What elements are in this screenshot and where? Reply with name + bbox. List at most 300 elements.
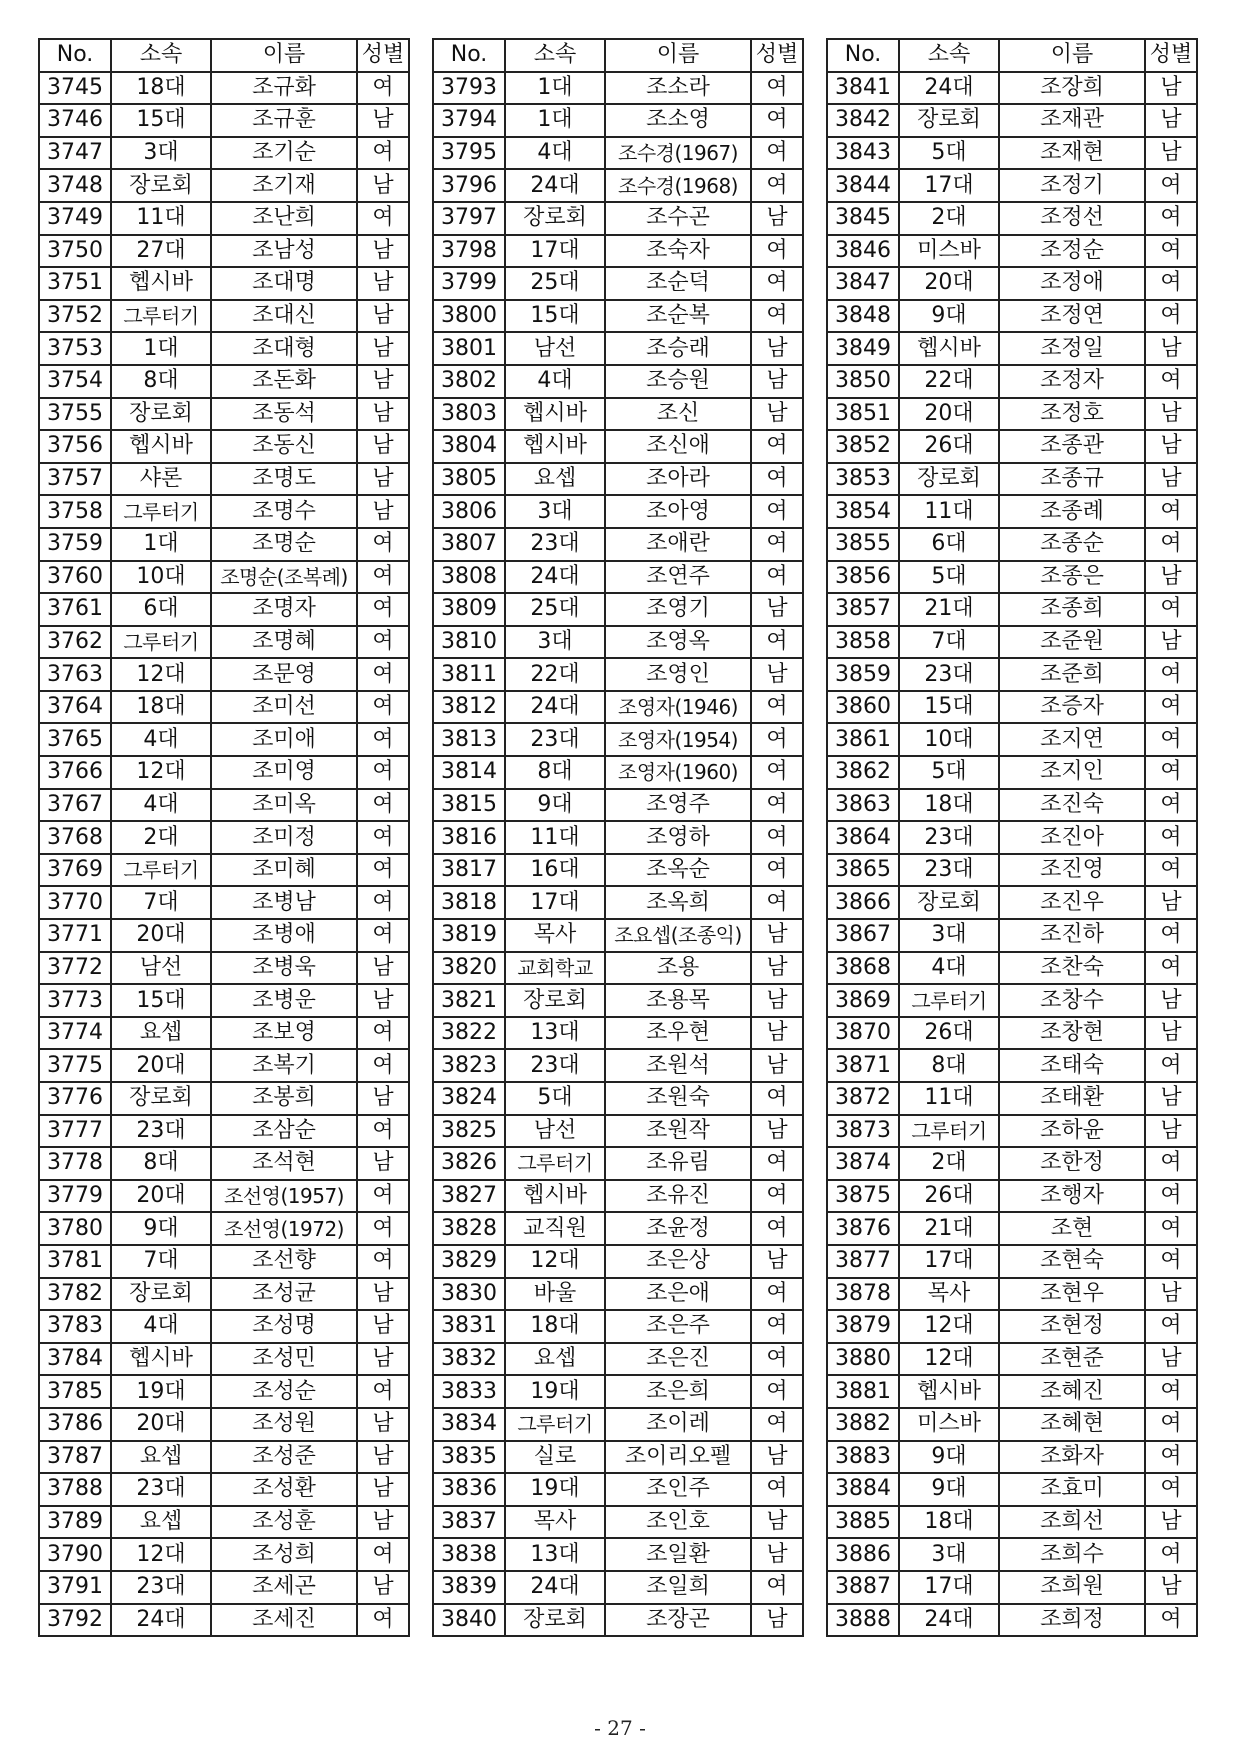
cell-no: 3768 [39, 821, 111, 854]
cell-affiliation: 26대 [899, 1017, 999, 1050]
cell-no: 3793 [433, 72, 505, 105]
cell-affiliation: 23대 [111, 1115, 211, 1148]
table-row [433, 821, 803, 854]
cell-affiliation: 12대 [899, 1343, 999, 1376]
table-row [39, 886, 409, 919]
cell-no: 3782 [39, 1278, 111, 1311]
cell-affiliation: 4대 [899, 952, 999, 985]
cell-no: 3766 [39, 756, 111, 789]
cell-name: 조원석 [605, 1049, 751, 1082]
cell-gender: 여 [1145, 300, 1197, 333]
cell-no: 3826 [433, 1147, 505, 1180]
table-row [433, 1180, 803, 1213]
cell-no: 3803 [433, 398, 505, 431]
table-row [39, 463, 409, 496]
table-row [827, 1049, 1197, 1082]
cell-affiliation: 17대 [899, 169, 999, 202]
cell-name: 조정기 [999, 169, 1145, 202]
cell-no: 3860 [827, 691, 899, 724]
cell-gender: 남 [1145, 1571, 1197, 1604]
cell-gender: 여 [1145, 1375, 1197, 1408]
cell-no: 3844 [827, 169, 899, 202]
cell-no: 3788 [39, 1473, 111, 1506]
cell-affiliation: 헵시바 [111, 1343, 211, 1376]
table-row [827, 756, 1197, 789]
cell-gender: 여 [1145, 267, 1197, 300]
cell-name: 조영옥 [605, 626, 751, 659]
table-row [433, 104, 803, 137]
cell-gender: 남 [1145, 1278, 1197, 1311]
cell-gender: 여 [751, 626, 803, 659]
cell-no: 3799 [433, 267, 505, 300]
cell-gender: 여 [357, 723, 409, 756]
table-row [39, 1278, 409, 1311]
cell-gender: 남 [1145, 1115, 1197, 1148]
cell-gender: 여 [1145, 365, 1197, 398]
cell-gender: 남 [357, 169, 409, 202]
cell-no: 3791 [39, 1571, 111, 1604]
cell-name: 조옥희 [605, 886, 751, 919]
cell-gender: 남 [357, 984, 409, 1017]
header-name: 이름 [999, 39, 1145, 72]
cell-no: 3823 [433, 1049, 505, 1082]
table-row [39, 626, 409, 659]
cell-name: 조성균 [211, 1278, 357, 1311]
cell-gender: 여 [751, 104, 803, 137]
cell-affiliation: 4대 [505, 365, 605, 398]
cell-gender: 남 [1145, 561, 1197, 594]
cell-affiliation: 헵시바 [505, 1180, 605, 1213]
cell-gender: 여 [357, 854, 409, 887]
cell-name: 조현우 [999, 1278, 1145, 1311]
cell-name: 조은상 [605, 1245, 751, 1278]
table-row [827, 430, 1197, 463]
cell-no: 3881 [827, 1375, 899, 1408]
cell-gender: 여 [751, 691, 803, 724]
table-row [827, 398, 1197, 431]
cell-name: 조인호 [605, 1506, 751, 1539]
cell-affiliation: 장로회 [899, 886, 999, 919]
cell-affiliation: 6대 [899, 528, 999, 561]
cell-no: 3804 [433, 430, 505, 463]
cell-affiliation: 13대 [505, 1017, 605, 1050]
cell-no: 3812 [433, 691, 505, 724]
cell-affiliation: 17대 [899, 1571, 999, 1604]
cell-name: 조병운 [211, 984, 357, 1017]
cell-name: 조수경(1968) [605, 169, 751, 202]
table-row [827, 1147, 1197, 1180]
cell-no: 3761 [39, 593, 111, 626]
cell-affiliation: 7대 [111, 1245, 211, 1278]
table-row [433, 365, 803, 398]
cell-gender: 여 [357, 789, 409, 822]
cell-name: 조미애 [211, 723, 357, 756]
table-row [827, 1506, 1197, 1539]
cell-affiliation: 장로회 [505, 1604, 605, 1637]
table-row [39, 104, 409, 137]
cell-gender: 여 [1145, 593, 1197, 626]
cell-no: 3777 [39, 1115, 111, 1148]
table-row [827, 1375, 1197, 1408]
cell-gender: 여 [1145, 1408, 1197, 1441]
cell-gender: 여 [751, 169, 803, 202]
cell-affiliation: 헵시바 [505, 430, 605, 463]
table-row [39, 528, 409, 561]
cell-gender: 남 [357, 1310, 409, 1343]
cell-name: 조정자 [999, 365, 1145, 398]
table-row [433, 267, 803, 300]
cell-name: 조영자(1954) [605, 723, 751, 756]
cell-affiliation: 23대 [899, 658, 999, 691]
cell-name: 조장희 [999, 72, 1145, 105]
cell-affiliation: 미스바 [899, 1408, 999, 1441]
cell-name: 조지연 [999, 723, 1145, 756]
cell-affiliation: 24대 [505, 561, 605, 594]
cell-no: 3821 [433, 984, 505, 1017]
cell-name: 조재관 [999, 104, 1145, 137]
cell-no: 3783 [39, 1310, 111, 1343]
cell-gender: 남 [1145, 1017, 1197, 1050]
cell-affiliation: 남선 [505, 332, 605, 365]
cell-gender: 여 [751, 821, 803, 854]
cell-gender: 남 [751, 593, 803, 626]
cell-name: 조성순 [211, 1375, 357, 1408]
cell-gender: 여 [1145, 169, 1197, 202]
cell-affiliation: 17대 [899, 1245, 999, 1278]
cell-no: 3762 [39, 626, 111, 659]
cell-name: 조준희 [999, 658, 1145, 691]
cell-name: 조숙자 [605, 235, 751, 268]
cell-name: 조삼순 [211, 1115, 357, 1148]
cell-name: 조은주 [605, 1310, 751, 1343]
cell-name: 조병애 [211, 919, 357, 952]
table-row [433, 1310, 803, 1343]
cell-no: 3842 [827, 104, 899, 137]
table-row [433, 854, 803, 887]
cell-name: 조효미 [999, 1473, 1145, 1506]
cell-no: 3774 [39, 1017, 111, 1050]
cell-gender: 여 [751, 756, 803, 789]
cell-name: 조현정 [999, 1310, 1145, 1343]
cell-no: 3830 [433, 1278, 505, 1311]
cell-no: 3756 [39, 430, 111, 463]
cell-name: 조미옥 [211, 789, 357, 822]
cell-gender: 여 [1145, 789, 1197, 822]
cell-gender: 여 [357, 1180, 409, 1213]
cell-name: 조정일 [999, 332, 1145, 365]
table-row [39, 1538, 409, 1571]
cell-no: 3822 [433, 1017, 505, 1050]
cell-no: 3781 [39, 1245, 111, 1278]
cell-affiliation: 헵시바 [111, 430, 211, 463]
cell-no: 3785 [39, 1375, 111, 1408]
cell-no: 3840 [433, 1604, 505, 1637]
cell-gender: 여 [357, 1049, 409, 1082]
table-row [433, 1343, 803, 1376]
cell-name: 조지인 [999, 756, 1145, 789]
table-row [39, 691, 409, 724]
cell-no: 3813 [433, 723, 505, 756]
cell-name: 조명순 [211, 528, 357, 561]
cell-name: 조성민 [211, 1343, 357, 1376]
cell-no: 3877 [827, 1245, 899, 1278]
cell-gender: 여 [357, 626, 409, 659]
cell-no: 3861 [827, 723, 899, 756]
table-row [39, 1245, 409, 1278]
cell-affiliation: 20대 [111, 919, 211, 952]
cell-gender: 여 [751, 1343, 803, 1376]
cell-name: 조애란 [605, 528, 751, 561]
table-row [39, 398, 409, 431]
cell-name: 조진하 [999, 919, 1145, 952]
cell-name: 조돈화 [211, 365, 357, 398]
table-row [39, 1147, 409, 1180]
cell-gender: 여 [1145, 495, 1197, 528]
cell-affiliation: 11대 [505, 821, 605, 854]
cell-no: 3876 [827, 1212, 899, 1245]
cell-affiliation: 20대 [899, 398, 999, 431]
cell-affiliation: 17대 [505, 886, 605, 919]
table-row [433, 886, 803, 919]
cell-no: 3757 [39, 463, 111, 496]
cell-name: 조우현 [605, 1017, 751, 1050]
table-row [433, 1538, 803, 1571]
table-row [39, 169, 409, 202]
cell-affiliation: 11대 [111, 202, 211, 235]
cell-name: 조증자 [999, 691, 1145, 724]
table-row [827, 1343, 1197, 1376]
cell-no: 3863 [827, 789, 899, 822]
cell-affiliation: 12대 [505, 1245, 605, 1278]
cell-affiliation: 5대 [505, 1082, 605, 1115]
cell-no: 3887 [827, 1571, 899, 1604]
cell-affiliation: 8대 [899, 1049, 999, 1082]
cell-no: 3784 [39, 1343, 111, 1376]
cell-no: 3824 [433, 1082, 505, 1115]
cell-no: 3818 [433, 886, 505, 919]
cell-gender: 여 [357, 72, 409, 105]
cell-gender: 남 [357, 1278, 409, 1311]
cell-gender: 여 [1145, 1049, 1197, 1082]
cell-name: 조성희 [211, 1538, 357, 1571]
table-row [39, 854, 409, 887]
table-row [39, 300, 409, 333]
cell-affiliation: 15대 [899, 691, 999, 724]
cell-no: 3750 [39, 235, 111, 268]
cell-affiliation: 1대 [505, 72, 605, 105]
table-row [827, 984, 1197, 1017]
cell-gender: 여 [751, 723, 803, 756]
table-row [827, 626, 1197, 659]
table-row [827, 300, 1197, 333]
cell-gender: 남 [751, 952, 803, 985]
table-row [433, 235, 803, 268]
cell-name: 조규화 [211, 72, 357, 105]
cell-affiliation: 5대 [899, 756, 999, 789]
cell-no: 3794 [433, 104, 505, 137]
table-row [827, 1571, 1197, 1604]
cell-no: 3869 [827, 984, 899, 1017]
cell-affiliation: 11대 [899, 1082, 999, 1115]
cell-name: 조인주 [605, 1473, 751, 1506]
table-row [433, 658, 803, 691]
cell-gender: 여 [1145, 691, 1197, 724]
cell-gender: 여 [1145, 952, 1197, 985]
cell-no: 3773 [39, 984, 111, 1017]
cell-no: 3843 [827, 137, 899, 170]
table-row [827, 658, 1197, 691]
cell-affiliation: 15대 [505, 300, 605, 333]
cell-name: 조신 [605, 398, 751, 431]
cell-gender: 남 [357, 267, 409, 300]
cell-affiliation: 4대 [111, 723, 211, 756]
cell-gender: 여 [751, 1310, 803, 1343]
cell-no: 3786 [39, 1408, 111, 1441]
cell-no: 3770 [39, 886, 111, 919]
cell-gender: 여 [1145, 854, 1197, 887]
cell-name: 조용목 [605, 984, 751, 1017]
cell-no: 3837 [433, 1506, 505, 1539]
cell-gender: 남 [751, 1441, 803, 1474]
cell-name: 조소라 [605, 72, 751, 105]
table-row [39, 202, 409, 235]
cell-no: 3751 [39, 267, 111, 300]
cell-name: 조태환 [999, 1082, 1145, 1115]
page-number: - 27 - [594, 1716, 646, 1740]
cell-affiliation: 20대 [111, 1049, 211, 1082]
cell-name: 조미혜 [211, 854, 357, 887]
cell-affiliation: 바울 [505, 1278, 605, 1311]
cell-gender: 여 [1145, 1180, 1197, 1213]
cell-gender: 남 [751, 919, 803, 952]
cell-affiliation: 24대 [505, 691, 605, 724]
cell-gender: 여 [1145, 723, 1197, 756]
cell-name: 조희선 [999, 1506, 1145, 1539]
cell-gender: 남 [357, 430, 409, 463]
cell-no: 3878 [827, 1278, 899, 1311]
cell-gender: 여 [357, 561, 409, 594]
cell-gender: 여 [1145, 1538, 1197, 1571]
table-row [433, 1115, 803, 1148]
cell-affiliation: 장로회 [505, 984, 605, 1017]
cell-affiliation: 24대 [899, 1604, 999, 1637]
cell-affiliation: 그루터기 [505, 1147, 605, 1180]
cell-affiliation: 1대 [111, 332, 211, 365]
cell-no: 3755 [39, 398, 111, 431]
cell-no: 3845 [827, 202, 899, 235]
cell-affiliation: 장로회 [899, 463, 999, 496]
cell-affiliation: 2대 [899, 202, 999, 235]
cell-gender: 남 [1145, 984, 1197, 1017]
cell-affiliation: 19대 [111, 1375, 211, 1408]
cell-affiliation: 교회학교 [505, 952, 605, 985]
cell-affiliation: 25대 [505, 267, 605, 300]
cell-affiliation: 장로회 [899, 104, 999, 137]
table-row [827, 821, 1197, 854]
cell-gender: 여 [1145, 1604, 1197, 1637]
table-row [433, 1571, 803, 1604]
cell-affiliation: 목사 [505, 919, 605, 952]
cell-name: 조봉희 [211, 1082, 357, 1115]
cell-gender: 남 [357, 300, 409, 333]
cell-no: 3886 [827, 1538, 899, 1571]
cell-no: 3865 [827, 854, 899, 887]
table-header-row [433, 39, 803, 72]
table-row [433, 561, 803, 594]
cell-affiliation: 13대 [505, 1538, 605, 1571]
cell-no: 3789 [39, 1506, 111, 1539]
cell-affiliation: 헵시바 [111, 267, 211, 300]
cell-name: 조아라 [605, 463, 751, 496]
cell-name: 조은애 [605, 1278, 751, 1311]
cell-no: 3819 [433, 919, 505, 952]
table-row [433, 1278, 803, 1311]
cell-name: 조창수 [999, 984, 1145, 1017]
cell-gender: 여 [751, 1212, 803, 1245]
cell-no: 3850 [827, 365, 899, 398]
cell-gender: 여 [751, 1473, 803, 1506]
cell-no: 3802 [433, 365, 505, 398]
cell-name: 조하윤 [999, 1115, 1145, 1148]
cell-no: 3856 [827, 561, 899, 594]
cell-name: 조은희 [605, 1375, 751, 1408]
cell-name: 조미영 [211, 756, 357, 789]
cell-gender: 남 [751, 332, 803, 365]
cell-no: 3847 [827, 267, 899, 300]
cell-gender: 남 [1145, 1506, 1197, 1539]
cell-name: 조동신 [211, 430, 357, 463]
table-row [433, 1604, 803, 1637]
cell-name: 조윤정 [605, 1212, 751, 1245]
table-row [827, 691, 1197, 724]
cell-affiliation: 장로회 [111, 398, 211, 431]
cell-no: 3859 [827, 658, 899, 691]
cell-affiliation: 목사 [899, 1278, 999, 1311]
table-row [39, 1441, 409, 1474]
cell-name: 조태숙 [999, 1049, 1145, 1082]
cell-no: 3880 [827, 1343, 899, 1376]
cell-name: 조원숙 [605, 1082, 751, 1115]
cell-no: 3765 [39, 723, 111, 756]
cell-gender: 남 [1145, 1343, 1197, 1376]
cell-name: 조정순 [999, 235, 1145, 268]
cell-gender: 남 [357, 1571, 409, 1604]
cell-gender: 남 [357, 1343, 409, 1376]
table-header-row [827, 39, 1197, 72]
cell-affiliation: 8대 [111, 1147, 211, 1180]
cell-name: 조화자 [999, 1441, 1145, 1474]
cell-affiliation: 남선 [111, 952, 211, 985]
cell-gender: 남 [751, 398, 803, 431]
table-row [433, 1473, 803, 1506]
cell-gender: 여 [1145, 235, 1197, 268]
cell-no: 3760 [39, 561, 111, 594]
table-row [39, 952, 409, 985]
cell-gender: 남 [357, 104, 409, 137]
table-row [433, 919, 803, 952]
cell-no: 3833 [433, 1375, 505, 1408]
cell-gender: 여 [751, 1180, 803, 1213]
cell-affiliation: 23대 [111, 1473, 211, 1506]
cell-name: 조종례 [999, 495, 1145, 528]
table-row [433, 691, 803, 724]
cell-no: 3792 [39, 1604, 111, 1637]
table-header-row [39, 39, 409, 72]
cell-gender: 남 [357, 463, 409, 496]
cell-no: 3764 [39, 691, 111, 724]
cell-no: 3767 [39, 789, 111, 822]
cell-affiliation: 12대 [111, 658, 211, 691]
